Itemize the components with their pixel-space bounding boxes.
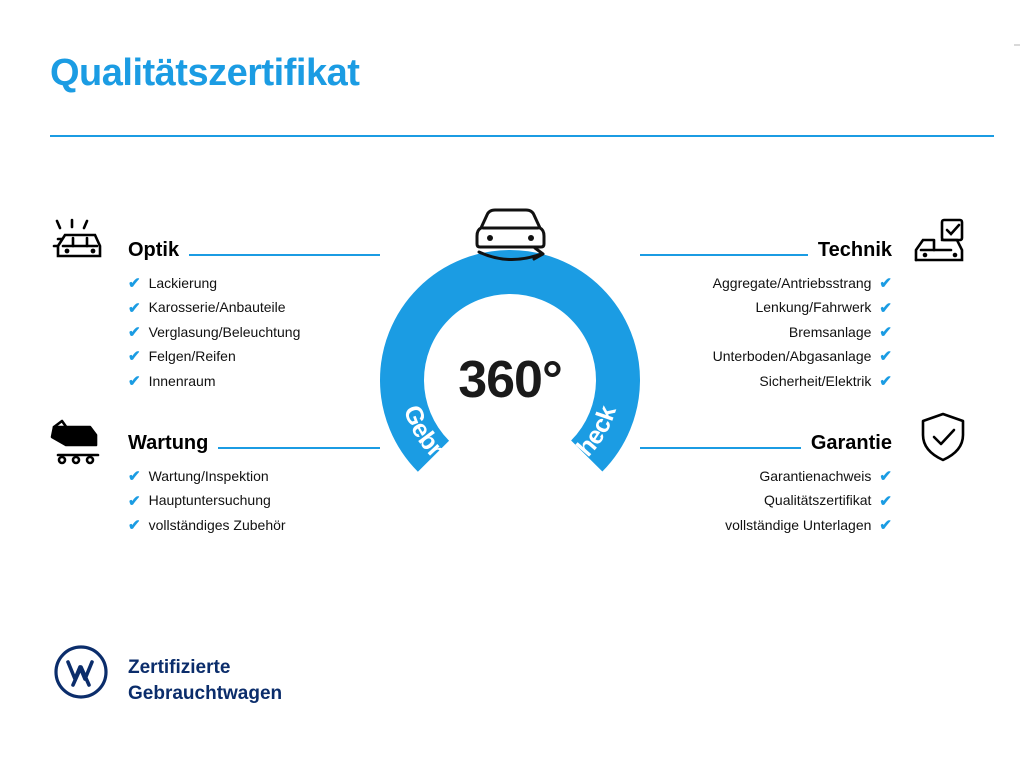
corner-mark [1014,44,1020,46]
check-icon: ✔ [879,372,892,390]
list-item-label: vollständige Unterlagen [725,516,872,533]
block-head-garantie [640,433,892,455]
list-item-label: Innenraum [148,372,216,389]
block-rule-wartung [218,447,380,449]
list-item-label: vollständiges Zubehör [148,516,286,533]
list-wartung [128,469,380,533]
list-item-label: Lenkung/Fahrwerk [755,299,872,316]
list-item [640,349,892,364]
check-icon: ✔ [879,348,892,366]
footer-line-2: Gebrauchtwagen [128,682,283,704]
check-icon: ✔ [879,275,892,293]
list-item-label: Verglasung/Beleuchtung [148,323,301,340]
page-title: Qualitätszertifikat [50,52,360,94]
list-item [128,469,380,484]
car-checklist-icon [910,216,972,272]
list-item-label: Aggregate/Antriebsstrang [712,275,872,291]
list-item-label: Bremsanlage [788,323,872,340]
block-technik [640,240,892,398]
list-item [128,518,380,533]
list-item [128,276,380,291]
badge-360 [370,240,650,520]
block-title-garantie: Garantie [810,432,892,454]
list-garantie [640,469,892,533]
list-item-label: Felgen/Reifen [148,348,236,365]
block-head-optik [128,240,380,262]
shield-check-icon [912,410,974,466]
list-item-label: Karosserie/Anbauteile [148,299,286,316]
list-item [640,276,892,291]
list-item-label: Unterboden/Abgasanlage [712,348,872,365]
check-icon: ✔ [128,516,141,534]
list-item [128,493,380,508]
list-item [640,374,892,389]
block-head-wartung [128,433,380,455]
block-wartung [128,433,380,542]
list-optik [128,276,380,389]
list-item-label: Hauptuntersuchung [148,492,271,509]
vw-logo-icon [54,645,108,699]
badge-arc-text: Gebrauchtwagen-Check [397,401,622,497]
check-icon: ✔ [879,492,892,510]
check-icon: ✔ [128,468,141,486]
check-icon: ✔ [128,275,141,293]
block-head-technik [640,240,892,262]
check-icon: ✔ [128,323,141,341]
list-item [640,518,892,533]
list-item [640,325,892,340]
block-title-optik: Optik [128,239,180,261]
list-item-label: Sicherheit/Elektrik [759,372,872,389]
list-item-label: Garantienachweis [759,468,872,484]
list-item [640,300,892,315]
check-icon: ✔ [879,468,892,486]
check-icon: ✔ [128,492,141,510]
list-item [128,374,380,389]
check-icon: ✔ [879,516,892,534]
block-optik [128,240,380,398]
list-item-label: Wartung/Inspektion [148,468,269,484]
list-item-label: Lackierung [148,275,218,291]
car-lift-icon [46,415,108,471]
title-divider [50,135,994,137]
car-rotate-icon [463,200,558,272]
list-item [640,493,892,508]
check-icon: ✔ [879,299,892,317]
check-icon: ✔ [128,372,141,390]
check-icon: ✔ [879,323,892,341]
footer-line-1: Zertifizierte [128,657,231,678]
check-icon: ✔ [128,348,141,366]
badge-center-label: 360° [458,351,562,409]
block-rule-technik [640,254,808,256]
list-item [128,300,380,315]
footer-brand-text [128,655,282,706]
list-item [640,469,892,484]
block-title-technik: Technik [817,239,892,261]
block-garantie [640,433,892,542]
list-item [128,325,380,340]
block-rule-garantie [640,447,801,449]
list-item [128,349,380,364]
block-title-wartung: Wartung [128,432,209,454]
check-icon: ✔ [128,299,141,317]
list-technik [640,276,892,389]
car-polish-icon [48,218,110,274]
block-rule-optik [189,254,380,256]
list-item-label: Qualitätszertifikat [764,492,872,509]
